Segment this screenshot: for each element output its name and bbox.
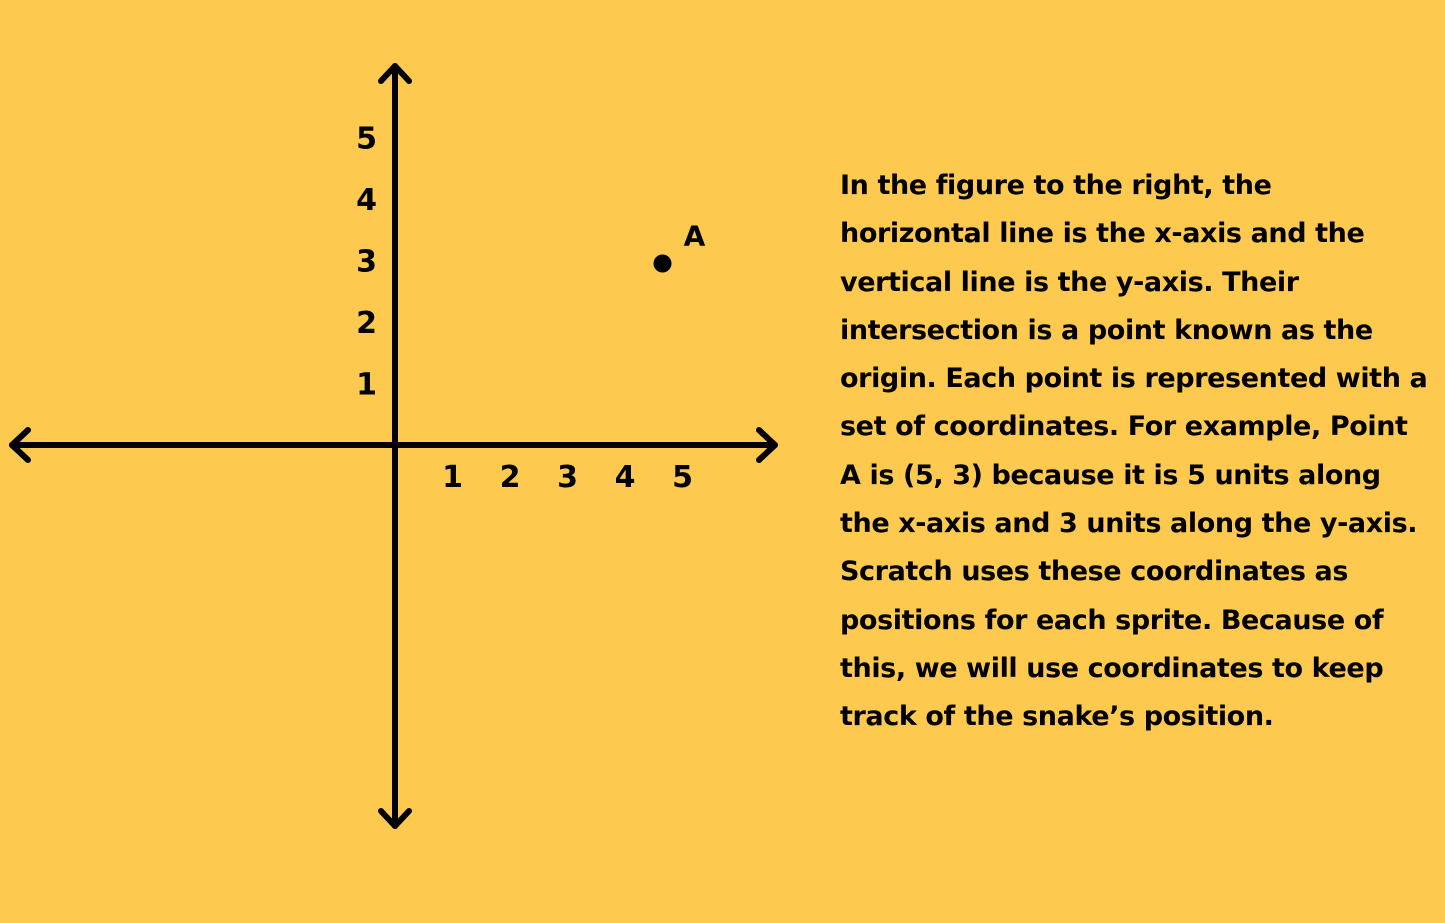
- tick-labels: [356, 122, 693, 496]
- y-tick-label: 1: [356, 367, 377, 403]
- y-tick-label: 2: [356, 306, 377, 341]
- x-tick-label: 5: [672, 460, 693, 495]
- y-tick-label: 5: [356, 121, 377, 157]
- y-tick-label: 4: [356, 183, 377, 218]
- explanation-text: In the figure to the right, the horizontal line is the x-axis and the vertical line is the y-axis. Their intersection is a point known as the origin. Each point is represented with a set of coordinates. For example, Point A is (5, 3) because it is 5 units along the x-axis and 3 units along the y-axis. Scratch uses these coordinates as positions for each sprite. Because of this, we will use coordinates to keep track of the snake’s position.: [840, 170, 1428, 733]
- x-tick-label: 4: [614, 460, 636, 495]
- point-a-marker: [654, 255, 672, 273]
- x-tick-label: 2: [499, 460, 521, 495]
- axes: [12, 66, 775, 826]
- y-tick-label: 3: [356, 244, 377, 280]
- data-points: [654, 220, 706, 273]
- x-tick-label: 1: [442, 460, 463, 495]
- x-tick-label: 3: [557, 460, 578, 495]
- point-a-label: A: [683, 219, 706, 253]
